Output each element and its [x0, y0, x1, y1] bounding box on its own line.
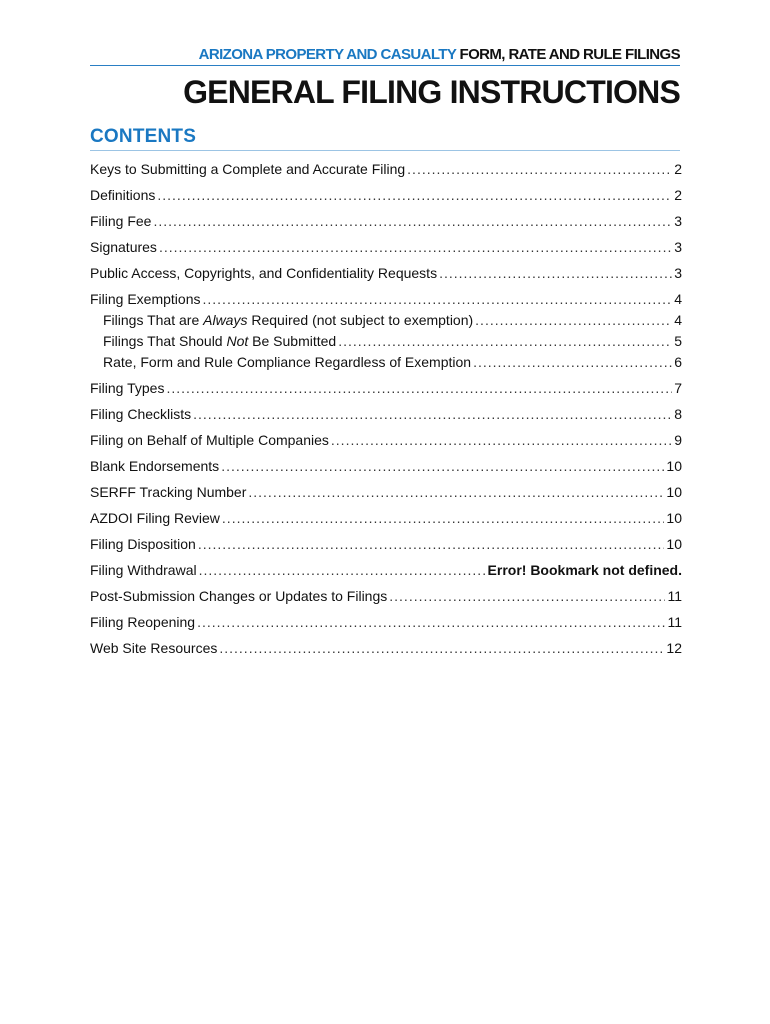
- toc-entry-page: 12: [666, 640, 682, 656]
- toc-entry-page: 10: [666, 484, 682, 500]
- document-title: GENERAL FILING INSTRUCTIONS: [183, 74, 680, 110]
- toc-entry-page: 10: [666, 510, 682, 526]
- toc-entry-title: Filing Checklists: [90, 406, 192, 422]
- toc-entry[interactable]: [90, 379, 682, 397]
- toc-entry-title: SERFF Tracking Number: [90, 484, 247, 500]
- toc-entry[interactable]: [90, 639, 682, 657]
- toc-leader: [157, 186, 672, 204]
- toc-entry-title: Definitions: [90, 187, 156, 203]
- title-part: Filings That Should: [103, 333, 227, 349]
- toc-leader: [331, 431, 672, 449]
- toc-entry-title: Post-Submission Changes or Updates to Filings: [90, 588, 388, 604]
- toc-entry[interactable]: [90, 535, 682, 553]
- toc-entry-page: 11: [667, 588, 682, 604]
- toc-entry[interactable]: [90, 483, 682, 501]
- toc-leader: [198, 535, 665, 553]
- toc-leader: [473, 353, 672, 371]
- toc-leader: [203, 290, 673, 308]
- toc-entry[interactable]: [90, 160, 682, 178]
- toc-leader: [389, 587, 665, 605]
- toc-entry[interactable]: [90, 212, 682, 230]
- toc-entry-title: Filing Types: [90, 380, 165, 396]
- title-part: Be Submitted: [248, 333, 337, 349]
- toc-entry-title: Filing Withdrawal: [90, 562, 197, 578]
- toc-entry-title: Signatures: [90, 239, 157, 255]
- running-header: [90, 46, 680, 66]
- toc-leader: [248, 483, 664, 501]
- toc-entry[interactable]: [90, 405, 682, 423]
- toc-entry[interactable]: [90, 238, 682, 256]
- toc-leader: [199, 561, 486, 579]
- toc-entry[interactable]: [90, 264, 682, 282]
- title-emphasis: Not: [226, 333, 249, 349]
- toc-entry-page: 2: [674, 161, 682, 177]
- toc-entry-page: 4: [674, 291, 682, 307]
- title-part: Required (not subject to exemption): [247, 312, 474, 328]
- toc-entry[interactable]: [90, 290, 682, 308]
- toc-subentry[interactable]: [103, 311, 682, 329]
- contents-heading: CONTENTS: [90, 126, 680, 151]
- title-part: Filings That are: [103, 312, 204, 328]
- toc-entry-page: 3: [674, 213, 682, 229]
- toc-entry[interactable]: [90, 457, 682, 475]
- toc-entry-page: 5: [674, 333, 682, 349]
- toc-entry-page: 3: [674, 265, 682, 281]
- toc-entry-page-error: Error! Bookmark not defined.: [487, 562, 682, 578]
- toc-entry-page: 3: [674, 239, 682, 255]
- toc-leader: [407, 160, 672, 178]
- toc-entry-page: 6: [674, 354, 682, 370]
- header-rest: FORM, RATE AND RULE FILINGS: [459, 46, 680, 63]
- toc-leader: [439, 264, 672, 282]
- toc-entry-title: Public Access, Copyrights, and Confidentiality Requests: [90, 265, 438, 281]
- toc-entry-title: AZDOI Filing Review: [90, 510, 220, 526]
- toc-entry-title: Rate, Form and Rule Compliance Regardless of Exemption: [103, 354, 472, 370]
- toc-entry[interactable]: [90, 186, 682, 204]
- toc-leader: [222, 509, 665, 527]
- title-emphasis: Always: [203, 312, 248, 328]
- toc-entry-title: Filing Disposition: [90, 536, 196, 552]
- toc-entry-page: 11: [667, 614, 682, 630]
- toc-leader: [159, 238, 672, 256]
- toc-entry-page: 4: [674, 312, 682, 328]
- toc-leader: [197, 613, 665, 631]
- toc-leader: [338, 332, 672, 350]
- toc-entry-page: 10: [666, 536, 682, 552]
- toc-entry[interactable]: [90, 587, 682, 605]
- toc-entry-title: Filing on Behalf of Multiple Companies: [90, 432, 329, 448]
- toc-entry[interactable]: [90, 613, 682, 631]
- toc-entry[interactable]: [90, 431, 682, 449]
- toc-entry-title: [103, 332, 336, 350]
- toc-entry-title: [103, 311, 473, 329]
- toc-entry-page: 9: [674, 432, 682, 448]
- toc-entry-title: Web Site Resources: [90, 640, 218, 656]
- toc-entry[interactable]: [90, 509, 682, 527]
- toc-entry-title: Filing Reopening: [90, 614, 196, 630]
- toc-entry-page: 2: [674, 187, 682, 203]
- header-accent: ARIZONA PROPERTY AND CASUALTY: [198, 46, 456, 63]
- toc-leader: [193, 405, 672, 423]
- toc-leader: [475, 311, 672, 329]
- toc-entry-title: Filing Fee: [90, 213, 152, 229]
- toc-subentry[interactable]: [103, 353, 682, 371]
- toc-leader: [153, 212, 672, 230]
- toc-entry-page: 8: [674, 406, 682, 422]
- toc-entry-title: Filing Exemptions: [90, 291, 201, 307]
- toc-entry-title: Blank Endorsements: [90, 458, 220, 474]
- toc-leader: [219, 639, 664, 657]
- toc-subentry[interactable]: [103, 332, 682, 350]
- toc-entry[interactable]: [90, 561, 682, 579]
- toc-leader: [166, 379, 672, 397]
- toc-entry-title: Keys to Submitting a Complete and Accurate Filing: [90, 161, 406, 177]
- toc-leader: [221, 457, 664, 475]
- toc-entry-page: 10: [666, 458, 682, 474]
- toc-entry-page: 7: [674, 380, 682, 396]
